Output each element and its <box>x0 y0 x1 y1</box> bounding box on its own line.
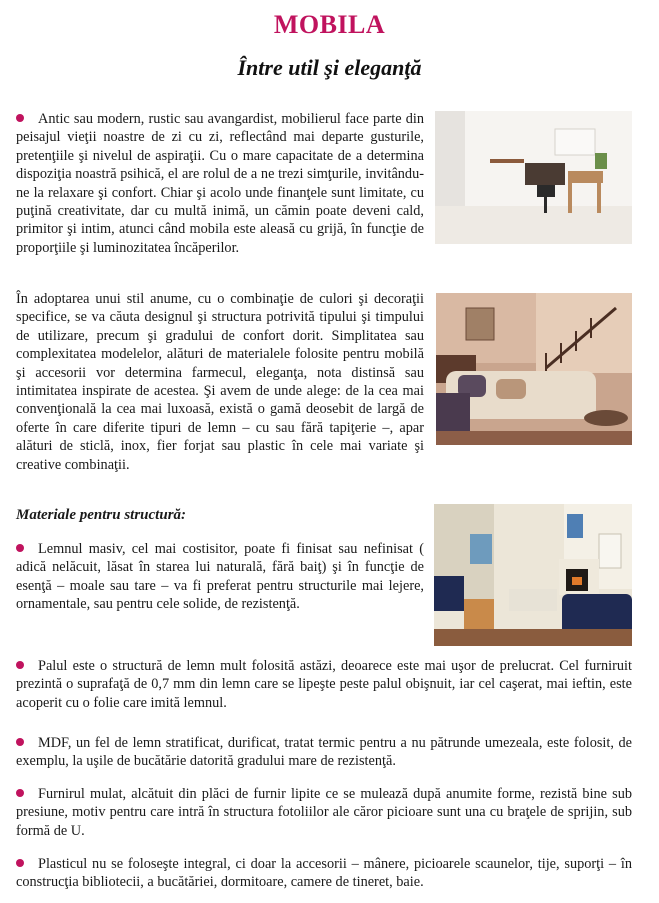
bullet-dot-icon <box>16 738 24 746</box>
article-title: MOBILA <box>273 10 386 39</box>
office-room-photo <box>435 111 632 244</box>
fireplace-room-photo <box>434 504 632 646</box>
bullet-dot-icon <box>16 661 24 669</box>
material-item <box>16 657 632 712</box>
material-text: Plasticul nu se foloseşte integral, ci doar la accesorii – mânere, picioarele scaunelor, tije, suporţi – în construcţia bibliotecii, a bucătăriei, dormitoare, camere de tineret, baie. <box>16 856 632 891</box>
material-text: MDF, un fel de lemn stratificat, durificat, tratat termic pentru a nu pătrunde umezeala, este folosit, de exemplu, la uşile de bucătărie datorită gradului mare de rezistenţă. <box>16 735 632 770</box>
bullet-dot-icon <box>16 544 24 552</box>
living-room-photo <box>436 293 632 445</box>
bullet-dot-icon <box>16 789 24 797</box>
material-text: Furnirul mulat, alcătuit din plăci de furnir lipite ce se mulează după anumite forme, rezistă bine sub presiune, motiv pentru care intră în structura fotoliilor ale căror picioare sunt una cu braţele de sprijin, sub formă de U. <box>16 786 632 839</box>
bullet-dot-icon <box>16 859 24 867</box>
bullet-dot-icon <box>16 114 24 122</box>
material-item <box>16 855 632 892</box>
material-text: Lemnul masiv, cel mai costisitor, poate fi finisat sau nefinisat ( adică nelăcuit, lăsat în starea lui naturală, fără baiţ) şi în funcţie de esenţă – moale sau tare – va fi preferat pentru structurile mai lejere, ornamentale, sau pentru cele solide, de rezistenţă. <box>16 541 424 613</box>
intro-text: Antic sau modern, rustic sau avangardist, mobilierul face parte din peisajul vieţii noastre de zi cu zi, reflectând mai departe gusturile, pretenţiile şi nivelul de aspiraţii. Cu o mare capacitate de a determina dispoziţia noastră psihică, el are rolul de a ne trezi simţurile, invitându-ne la relaxare şi confort. Chiar şi acolo unde finanţele sunt limitate, cu puţină creativitate, dar cu multă inimă, un cămin poate deveni cald, primitor şi intim, atunci când mobila este aleasă cu grijă, în funcţie de proporţiile şi luminozitatea încăperilor. <box>16 111 424 256</box>
intro-paragraph <box>16 110 424 257</box>
material-item <box>16 540 424 614</box>
section-heading: Materiale pentru structură: <box>16 507 187 523</box>
material-text: Palul este o structură de lemn mult folosită astăzi, deoarece este mai uşor de prelucrat. Cel furniruit prezintă o suprafaţă de 0,7 mm din lemn care se lipeşte peste palul obişnuit, iar cel caşerat, mai ieftin, este acoperit cu o folie care imită lemnul. <box>16 658 632 711</box>
style-paragraph: În adoptarea unui stil anume, cu o combinaţie de culori şi decoraţii specifice, se va căuta designul şi structura potrivită tipului şi timpului de utilizare, precum şi gradului de confort dorit. Simplitatea sau complexitatea modelelor, alături de materialele folosite pentru mobilă şi accesorii vor determina farmecul, eleganţa, nota distinsă sau intimitatea inspirate de acestea. Şi avem de unde alege: de la cea mai convenţională la cea mai luxoasă, există o gamă deosebit de largă de oferte în care diferite tipuri de lemn – cu sau fără tapiţerie –, apar alături de sticlă, inox, fier forjat sau plastic în cele mai variate şi creative combinaţii. <box>16 291 424 473</box>
material-item <box>16 785 632 840</box>
material-item <box>16 734 632 771</box>
article-subtitle: Între util şi eleganţă <box>237 55 422 80</box>
